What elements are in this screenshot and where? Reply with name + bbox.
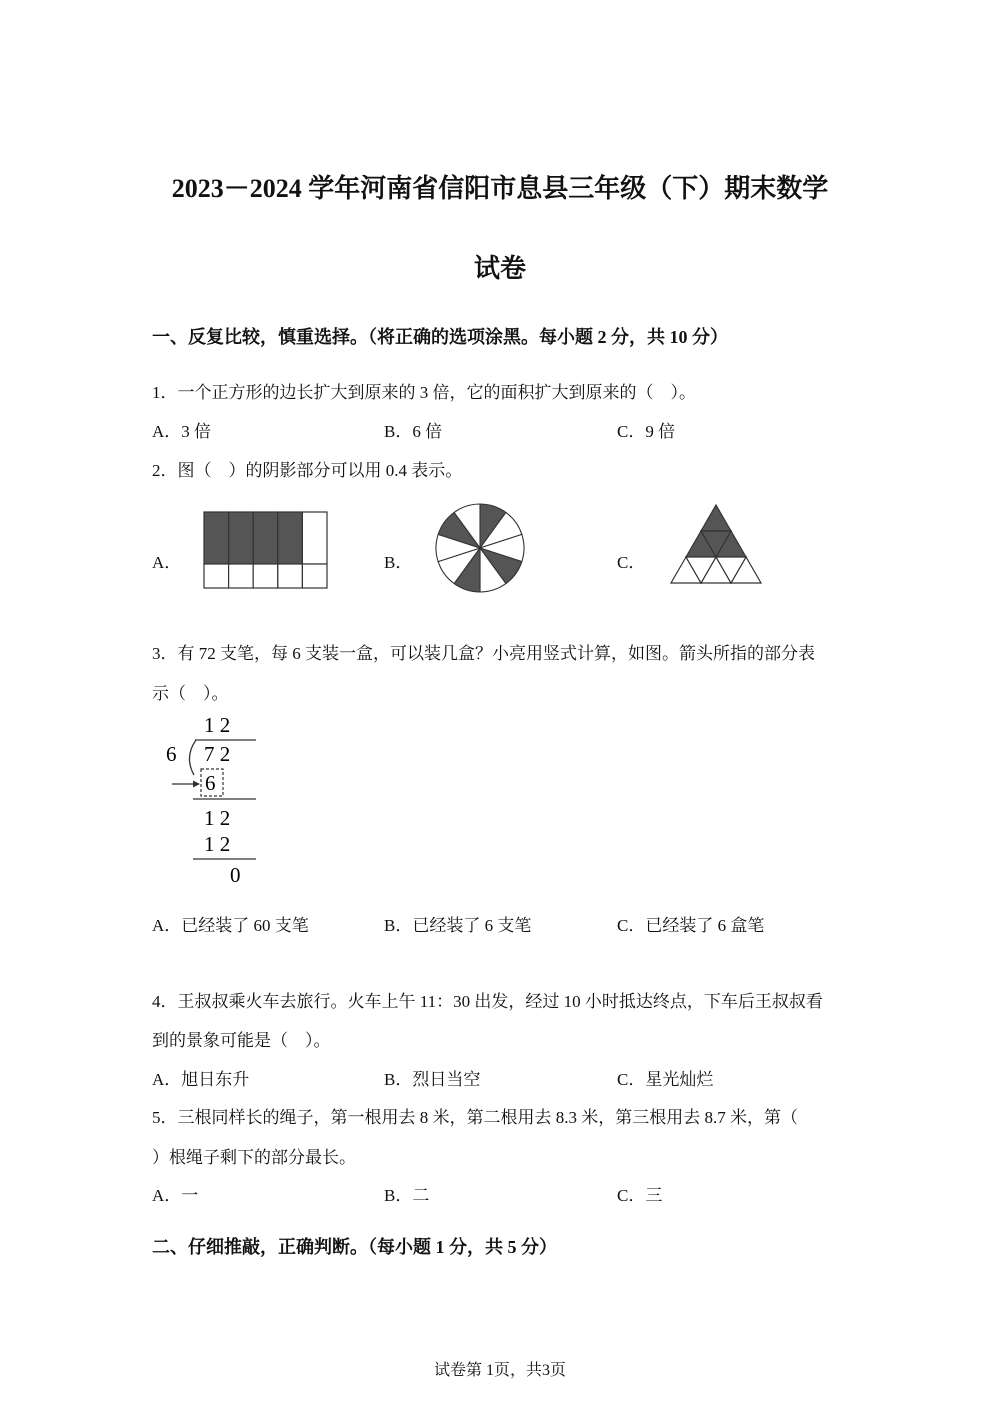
rect-cell-top [278, 512, 303, 564]
q3-text-line2: 示（ ）。 [152, 684, 229, 703]
section1-heading: 一、反复比较，慎重选择。（将正确的选项涂黑。每小题 2 分，共 10 分） [152, 327, 728, 347]
q5-option-a[interactable]: A．一 [152, 1186, 199, 1205]
rect-cell-bottom [204, 564, 229, 588]
q4-option-c[interactable]: C．星光灿烂 [617, 1070, 714, 1089]
arrow-head-icon [193, 781, 200, 788]
triangle-piece [701, 505, 731, 531]
rect-cell-top [229, 512, 254, 564]
q1-option-b[interactable]: B．6 倍 [384, 422, 443, 441]
q3-option-b[interactable]: B．已经装了 6 支笔 [384, 916, 532, 935]
rect-cell-bottom [278, 564, 303, 588]
page-footer: 试卷第 1页，共3页 [433, 1362, 566, 1379]
q4-option-b[interactable]: B．烈日当空 [384, 1070, 481, 1089]
division-step3: 1 2 [204, 832, 231, 856]
rect-cell-bottom [253, 564, 278, 588]
division-bracket [189, 740, 196, 775]
q5-text-line1: 5．三根同样长的绳子，第一根用去 8 米，第二根用去 8.3 米，第三根用去 8.7 米，第（ [152, 1108, 798, 1127]
q1-option-c[interactable]: C．9 倍 [617, 422, 676, 441]
division-step2: 1 2 [204, 806, 231, 830]
q2-option-a[interactable]: A． [152, 553, 182, 572]
division-dividend: 7 2 [204, 742, 231, 766]
q3-option-c[interactable]: C．已经装了 6 盒笔 [617, 916, 765, 935]
division-remainder: 0 [230, 863, 241, 887]
q2-option-b[interactable]: B． [384, 553, 413, 572]
rect-cell-bottom [229, 564, 254, 588]
q1-text: 1．一个正方形的边长扩大到原来的 3 倍，它的面积扩大到原来的（ ）。 [152, 383, 696, 402]
division-quotient: 1 2 [204, 713, 231, 737]
rect-cell-bottom [302, 564, 327, 588]
rect-cell-top [204, 512, 229, 564]
q3-text-line1: 3．有 72 支笔，每 6 支装一盒，可以装几盒？小亮用竖式计算，如图。箭头所指的部分表 [152, 644, 815, 663]
q5-option-c[interactable]: C．三 [617, 1186, 663, 1205]
q4-text-line1: 4．王叔叔乘火车去旅行。火车上午 11：30 出发，经过 10 小时抵达终点，下车后王叔叔看 [152, 992, 823, 1011]
q1-option-a[interactable]: A．3 倍 [152, 422, 212, 441]
page-title-line1: 2023－2024 学年河南省信阳市息县三年级（下）期末数学 [171, 174, 829, 203]
q2-figure-rect [203, 511, 329, 591]
division-divisor: 6 [166, 742, 177, 766]
q3-option-a[interactable]: A．已经装了 60 支笔 [152, 916, 309, 935]
rect-cell-top [302, 512, 327, 564]
q4-option-a[interactable]: A．旭日东升 [152, 1070, 250, 1089]
division-step1: 6 [205, 771, 216, 795]
section2-heading: 二、仔细推敲，正确判断。（每小题 1 分，共 5 分） [152, 1237, 557, 1257]
q3-long-division [160, 705, 270, 895]
q2-figure-triangle [668, 503, 764, 587]
q2-figure-circle [433, 502, 527, 594]
q5-option-b[interactable]: B．二 [384, 1186, 430, 1205]
page-title-line2: 试卷 [473, 254, 526, 283]
q2-text: 2．图（ ）的阴影部分可以用 0.4 表示。 [152, 461, 463, 480]
q4-text-line2: 到的景象可能是（ ）。 [152, 1031, 331, 1050]
q2-option-c[interactable]: C． [617, 553, 646, 572]
rect-cell-top [253, 512, 278, 564]
q5-text-line2: ）根绳子剩下的部分最长。 [152, 1148, 356, 1167]
